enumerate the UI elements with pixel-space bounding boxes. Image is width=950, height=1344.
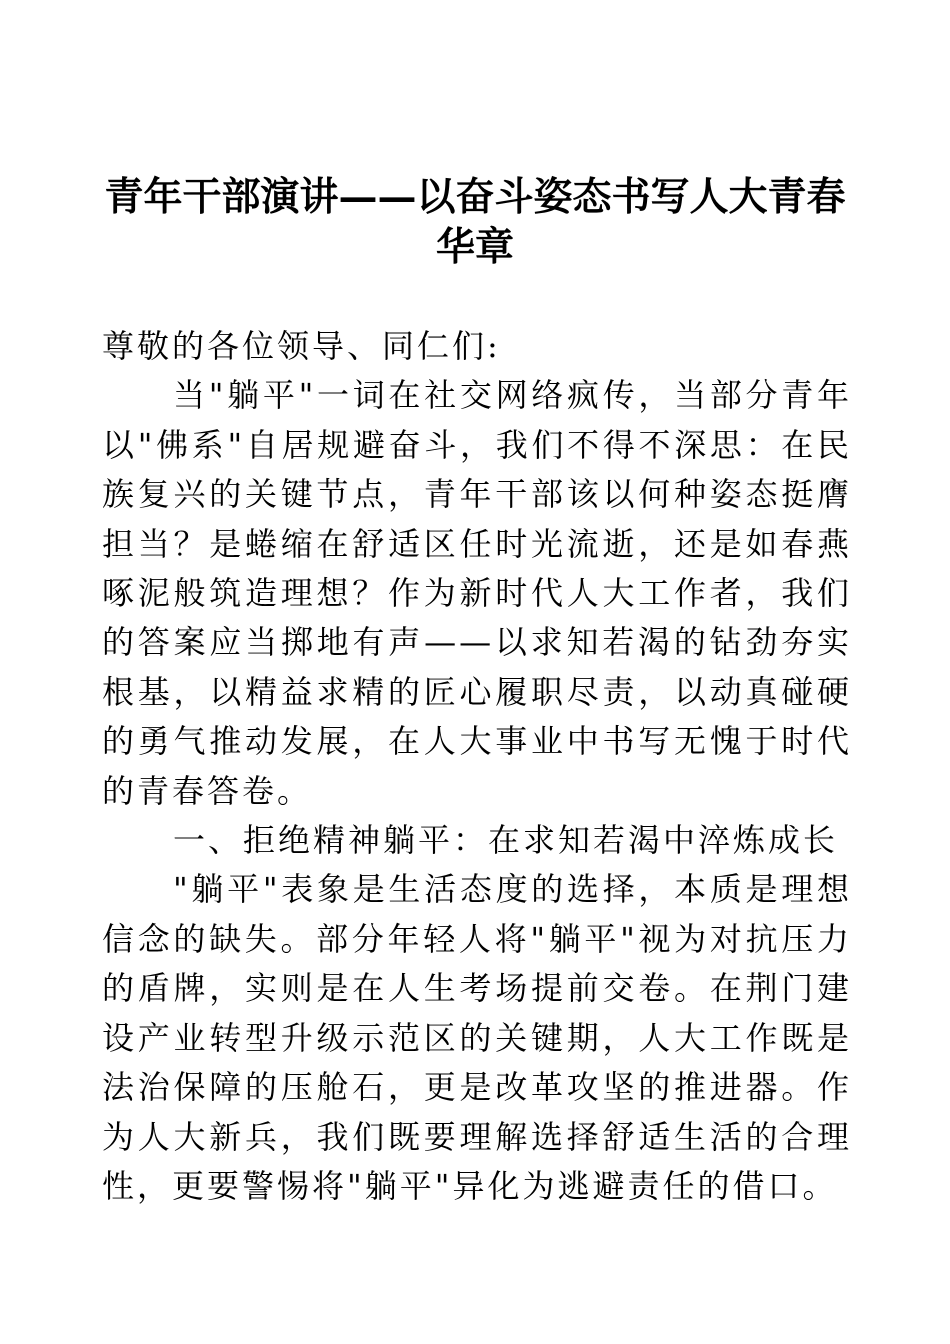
salutation: 尊敬的各位领导、同仁们: xyxy=(102,327,501,365)
document-body xyxy=(102,322,852,1211)
document-title: 青年干部演讲——以奋斗姿态书写人大青春华章 xyxy=(104,174,846,270)
section-paragraph: "躺平"表象是生活态度的选择，本质是理想信念的缺失。部分年轻人将"躺平"视为对抗压力的盾牌，实则是在人生考场提前交卷。在荆门建设产业转型升级示范区的关键期，人大工作既是法治保障的压舱石，更是改革攻坚的推进器。作为人大新兵，我们既要理解选择舒适生活的合理性，更要警惕将"躺平"异化为逃避责任的借口。 xyxy=(102,870,852,1205)
section-heading: 一、拒绝精神躺平：在求知若渴中淬炼成长 xyxy=(173,821,839,860)
intro-paragraph: 当"躺平"一词在社交网络疯传，当部分青年以"佛系"自居规避奋斗，我们不得不深思：在民族复兴的关键节点，青年干部该以何种姿态挺膺担当？是蜷缩在舒适区任时光流逝，还是如春燕啄泥般筑造理想？作为新时代人大工作者，我们的答案应当掷地有声——以求知若渴的钻劲夯实根基，以精益求精的匠心履职尽责，以动真碰硬的勇气推动发展，在人大事业中书写无愧于时代的青春答卷。 xyxy=(102,376,852,810)
